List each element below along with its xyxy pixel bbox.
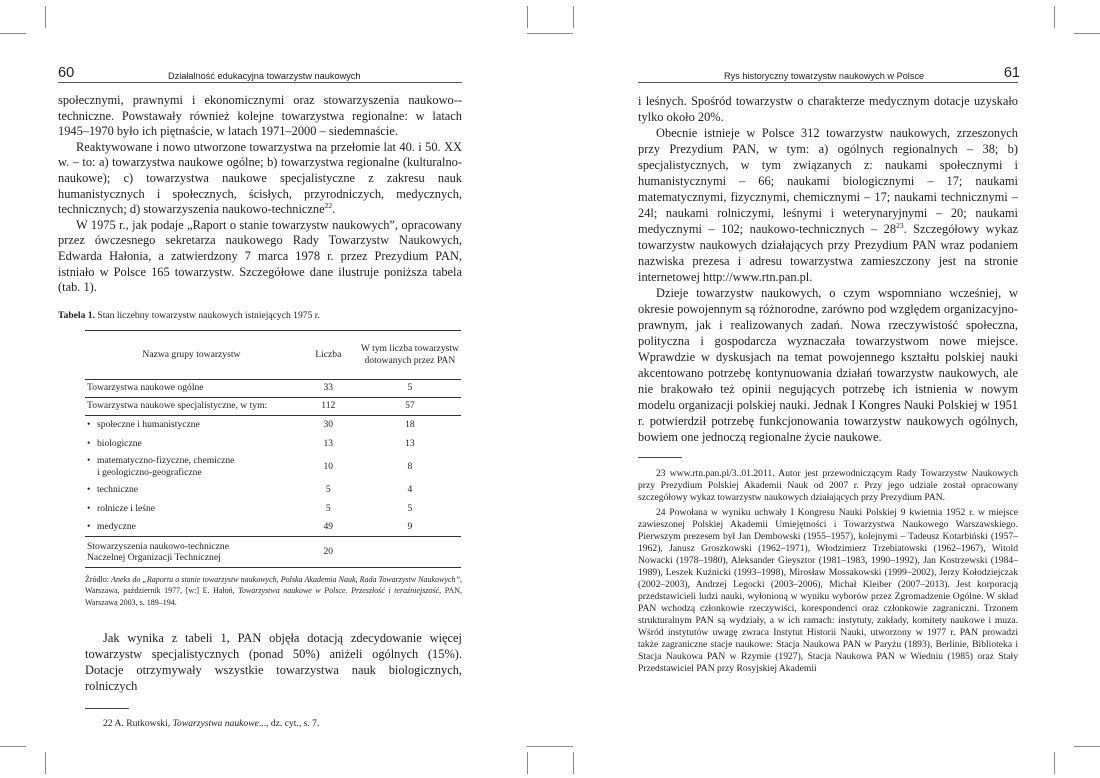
- crop-mark: [527, 752, 528, 774]
- footnote-text: 22 A. Rutkowski,: [103, 717, 173, 729]
- table-cell: 9: [359, 518, 461, 537]
- footnote-24: 24 Powołana w wyniku uchwały I Kongresu Nauki Polskiej 9 kwietnia 1952 r. w miejsce zawieszonej Polskiej Akademii Umiejętności i Towarzystwa Naukowego Warszawskiego. Pierwszym prezesem był Jan Dembowski (1955–1957), kolejnymi – Tadeusz Kotarbiński (1957–1962), Janusz Groszkowski (1962–1971), Włodzimierz Trzebiatowski (1962–1967), Witold Nowacki (1978–1980), Aleksander Gieysztor (1981–1983, 1990–1992), Jan Kostrzewski (1984–1989), Leszek Kuźnicki (1993–1998), Mirosław Mossakowski (1999–2002), Jerzy Kołodziejczak (2002–2003), Andrzej Legocki (2003–2006), Michał Kleiber (2007–2013). Jest korporacją przedstawicieli ludzi nauki, wyłonioną w wyniku wyborów przez Zgromadzenie Ogólne. W skład PAN wchodzą członkowie rzeczywiści, korespondenci oraz członkowie zagraniczni. Trzonem strukturalnym PAN są wydziały, a w ich ramach: instytuty, zakłady, komitety naukowe i muza. Wśród instytutów uwagę zwraca Instytut Historii Nauki, utworzony w 1977 r. PAN prowadzi także zagraniczne stacje naukowe: Stacja Naukowa PAN w Paryżu (1893), Berlinie, Biblioteka i Stacja Naukowa PAN w Rzymie (1927), Stacja Naukowa PAN w Wiedniu (1985) oraz Stały Przedstawiciel PAN przy Rosyjskiej Akademii: [638, 507, 1018, 674]
- table-cell-text: i geologiczno-geograficzne: [97, 466, 202, 478]
- running-head: [638, 62, 1018, 83]
- paragraph-text: Obecnie istnieje w Polsce 312 towarzystw naukowych, zrzeszonych przy Prezydium PAN, w tym: a) ogólnych regionalnych – 38; b) specjalistycznych, w tym związanych z: naukami społecznymi i humanistycznymi – 66; naukami biologicznymi – 17; naukami matematycznymi, fizycznymi, chemicznymi – 17; naukami technicznymi – 24l; naukami rolniczymi, leśnymi i weterynaryjnymi – 20; naukami medycznymi – 102; naukowo-technicznych – 28: [638, 126, 1018, 236]
- table-cell-text: medyczne: [97, 521, 136, 533]
- paragraph: [58, 140, 462, 218]
- table-cell-text: matematyczno-fizyczne, chemiczne: [97, 455, 235, 467]
- table-row: [85, 481, 461, 500]
- table-cell: 13: [405, 437, 415, 449]
- table-row: [85, 518, 461, 537]
- footnote-ref: 23: [896, 220, 904, 230]
- source-title: Aneks do „Raportu o stanie towarzystw naukowych, Polska Akademia Nauk, Rada Towarzystw Naukowych”: [111, 575, 460, 585]
- source-title: Towarzystwa naukowe w Polsce. Przeszłość i teraźniejszość: [238, 586, 440, 596]
- footnote-title: Towarzystwa naukowe: [172, 717, 259, 729]
- table-header-row: [85, 330, 461, 379]
- paragraph-text: Reaktywowane i nowo utworzone towarzystwa na przełomie lat 40. i 50. XX w. – to: a) towarzystwa naukowe ogólne; b) towarzystwa regionalne (kulturalno-naukowe); c) towarzystwa naukowe specjalistyczne z zakresu nauk humanistycznych i społecznych, ścisłych, przyrodniczych, medycznych, technicznych; d) stowarzyszenia naukowo-techniczne: [58, 139, 462, 217]
- table-cell-text: biologiczne: [97, 437, 142, 449]
- crop-mark: [547, 33, 573, 34]
- table-cell: [85, 481, 298, 500]
- source-text: , PAN, Warszawa 2003, s. 189–194.: [85, 586, 463, 607]
- source-text: , Warszawa, październik 1977, [w:] E. Hałoń,: [85, 575, 462, 596]
- table-row: [85, 537, 461, 568]
- table-cell: [85, 434, 298, 453]
- table-caption-label: Tabela 1.: [58, 309, 95, 321]
- paragraph: [638, 125, 1018, 285]
- table-cell: [85, 537, 298, 568]
- table-caption: [58, 310, 462, 321]
- page-number: 61: [1003, 65, 1020, 81]
- crop-mark: [1074, 746, 1100, 747]
- table-cell: 57: [359, 397, 461, 415]
- table-source: [85, 574, 462, 608]
- table-cell: 18: [405, 419, 415, 431]
- table-cell-text: rolnicze i leśne: [97, 502, 156, 514]
- footnote-divider: [85, 708, 129, 709]
- crop-mark: [1074, 33, 1100, 34]
- table-cell: [85, 415, 298, 434]
- column-header: Nazwa grupy towarzystw: [85, 330, 298, 379]
- table-cell: 49: [298, 518, 359, 537]
- footnote-23: 23 www.rtn.pan.pl/3..01.2011. Autor jest przewodniczącym Rady Towarzystw Naukowych przy Prezydium Polskiej Akademii Nauk od 2007 r. Przy jego udziale został opracowany szczegółowy wykaz towarzystw naukowych działających przy Prezydium PAN.: [638, 468, 1018, 503]
- table-cell: 8: [407, 460, 413, 472]
- table-cell: [85, 453, 298, 481]
- running-head: [58, 62, 462, 83]
- paragraph: i leśnych. Spośród towarzystw o charakterze medycznym dotacje uzyskało tylko około 20%.: [638, 94, 1018, 124]
- table-row: [85, 397, 461, 415]
- crop-mark: [527, 6, 528, 28]
- table-cell: 112: [298, 397, 359, 415]
- table-cell: Towarzystwa naukowe specjalistyczne, w tym:: [85, 397, 298, 415]
- table-cell: 13: [323, 437, 334, 449]
- crop-mark: [1054, 6, 1055, 28]
- body-text: [58, 93, 462, 296]
- body-text: [85, 630, 462, 694]
- footnotes: [638, 468, 1018, 675]
- bullet-icon: •: [87, 521, 91, 533]
- bullet-icon: •: [87, 502, 91, 514]
- right-page: [638, 62, 1018, 675]
- crop-mark: [45, 6, 46, 28]
- table-cell-text: społeczne i humanistyczne: [97, 419, 200, 431]
- table-cell-text: Stowarzyszenia naukowo-techniczne: [87, 540, 229, 552]
- table-cell: 20: [298, 537, 359, 568]
- footnote-divider: [638, 457, 682, 458]
- paragraph-text: .: [332, 202, 336, 217]
- crop-mark: [0, 746, 26, 747]
- table-cell: [85, 518, 298, 537]
- table-cell: 4: [407, 484, 413, 496]
- running-head-title: Działalność edukacyjna towarzystw naukowych: [168, 71, 361, 81]
- table-cell: 10: [323, 460, 334, 472]
- left-page: [58, 62, 462, 730]
- table-cell: 30: [323, 419, 334, 431]
- table-cell: 5: [325, 502, 331, 514]
- table-caption-text: Stan liczebny towarzystw naukowych istniejących 1975 r.: [94, 309, 320, 321]
- column-header: W tym liczba towarzystw dotowanych przez PAN: [359, 330, 461, 379]
- table-cell: 5: [359, 379, 461, 397]
- bullet-icon: •: [87, 437, 91, 449]
- paragraph: Jak wynika z tabeli 1, PAN objęła dotacją zdecydowanie więcej towarzystw specjalistycznych (ponad 50%) aniżeli ogólnych (15%). Dotacje otrzymywały wszystkie towarzystwa nauk biologicznych, rolniczych: [85, 630, 462, 693]
- table-cell: 5: [407, 502, 413, 514]
- crop-mark: [1054, 752, 1055, 774]
- paragraph-text: . Szczegółowy wykaz towarzystw naukowych działających przy Prezydium PAN wraz podaniem nazwiska prezesa i adresu towarzystwa zamieszczony jest na stronie internetowej http://www.rtn.pan.pl.: [638, 222, 1018, 284]
- source-label: Źródło:: [85, 575, 112, 585]
- column-header: Liczba: [298, 330, 359, 379]
- paragraph: W 1975 r., jak podaje „Raport o stanie towarzystw naukowych”, opracowany przez ówczesnego sekretarza naukowego Rady Towarzystw Naukowych, Edwarda Hałonia, a zatwierdzony 7 marca 1978 r. przez Prezydium PAN, istniało w Polsce 165 towarzystw. Szczegółowe dane ilustruje poniższa tabela (tab. 1).: [58, 217, 462, 295]
- table-cell: 5: [325, 484, 331, 496]
- table-cell-text: techniczne: [97, 484, 139, 496]
- footnote: [85, 718, 462, 730]
- table-cell: Towarzystwa naukowe ogólne: [85, 379, 298, 397]
- running-head-title: Rys historyczny towarzystw naukowych w Polsce: [724, 71, 925, 81]
- crop-mark: [547, 746, 573, 747]
- bullet-icon: •: [87, 484, 91, 496]
- paragraph: Dzieje towarzystw naukowych, o czym wspomniano wcześniej, w okresie powojennym są różnorodne, zarówno pod względem organizacyjno-prawnym, jak i realizowanych zadań. Nowa rzeczywistość społeczna, polityczna i gospodarcza wyznaczała towarzystwom nowe miejsce. Wprawdzie w dyskusjach na temat powojennego kształtu polskiej nauki akcentowano potrzebę kontynuowania działań towarzystw naukowych, ale nie brakowało też opinii negujących potrzebę ich istnienia w nowym modelu organizacji polskiej nauki. Jednak I Kongres Nauki Polskiej w 1951 r. potwierdził potrzebę funkcjonowania towarzystw naukowych ogólnych, bowiem one jednoczą regionalne życie naukowe.: [638, 286, 1018, 444]
- body-text: [638, 93, 1018, 445]
- table-cell: [359, 537, 461, 568]
- table-cell-text: Naczelnej Organizacji Technicznej: [87, 552, 221, 564]
- table-cell: [85, 499, 298, 518]
- table-cell: 33: [298, 379, 359, 397]
- footnote-text: ..., dz. cyt., s. 7.: [258, 717, 320, 729]
- paragraph: społecznymi, prawnymi i ekonomicznymi oraz stowarzyszenia naukowo--techniczne. Powstawały również kolejne towarzystwa regionalne: w latach 1945–1970 było ich piętnaście, w latach 1971–2000 – siedemnaście.: [58, 93, 462, 139]
- table-row: [85, 453, 461, 481]
- page-number: 60: [58, 65, 75, 81]
- crop-mark: [45, 752, 46, 774]
- table-row: [85, 499, 461, 518]
- data-table: [85, 330, 461, 569]
- footnote-ref: 22: [324, 201, 333, 211]
- crop-mark: [573, 6, 574, 28]
- bullet-icon: •: [87, 419, 91, 431]
- crop-mark: [0, 33, 26, 34]
- crop-mark: [573, 752, 574, 774]
- table-row: [85, 379, 461, 397]
- table-row: [85, 415, 461, 434]
- table-row: [85, 434, 461, 453]
- footnote-22: [85, 718, 462, 730]
- bullet-icon: •: [87, 455, 91, 467]
